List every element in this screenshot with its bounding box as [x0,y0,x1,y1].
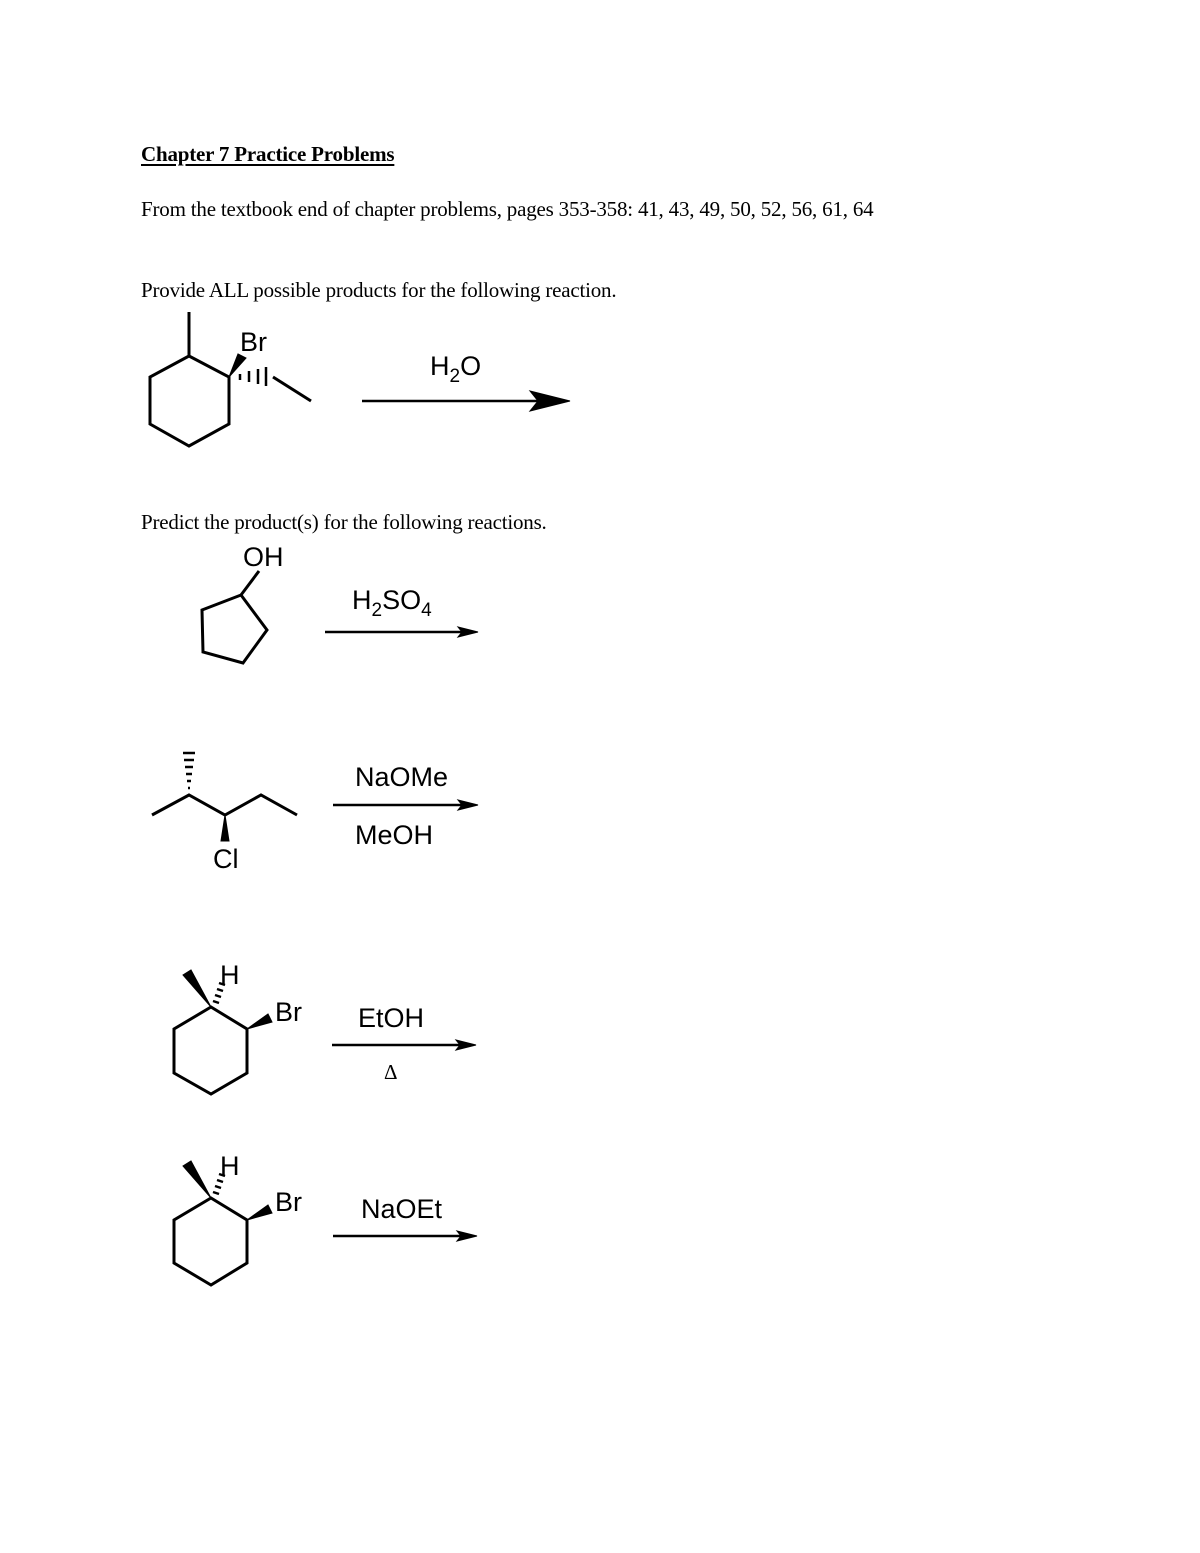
hydrogen-label: H [220,960,240,990]
chlorine-label: Cl [213,844,239,874]
hydroxyl-label: OH [243,542,284,572]
reagent-water: $H_2O$ [430,351,482,387]
ethyl-bond [273,377,311,401]
reaction-3 [152,753,478,874]
bromine-label: Br [275,997,302,1027]
reaction-5 [174,1151,477,1285]
reaction-1-substrate [150,312,311,446]
wedge-bond-br [229,354,246,377]
reagent-sulfuric-acid: $H_2SO_4$ [352,585,432,621]
wedge-bond-br [247,1205,272,1220]
wedge-bond-methyl [183,970,211,1007]
cyclopentane-ring [202,595,267,663]
reaction-2 [202,542,478,663]
hydrogen-label: H [220,1151,240,1181]
reaction-1-arrow [362,391,570,411]
hash-bond-methyl [183,753,195,788]
reaction-4 [174,960,476,1094]
cyclohexane-ring [174,1007,247,1094]
reaction-3-arrow [333,800,478,810]
instruction-predict: Predict the product(s) for the following reactions. [141,510,547,534]
heat-symbol: Δ [384,1060,398,1084]
reaction-3-substrate [152,753,297,874]
wedge-bond-methyl [183,1161,211,1198]
cyclohexane-ring [150,356,229,446]
bromine-label: Br [275,1187,302,1217]
assignment-text: From the textbook end of chapter problems, pages 353-358: 41, 43, 49, 50, 52, 56, 61, 64 [141,197,874,221]
solvent-ethanol: EtOH [358,1003,425,1033]
reaction-5-arrow [333,1231,477,1241]
reagent-sodium-ethoxide: NaOEt [361,1194,443,1224]
wedge-bond-cl [221,815,229,841]
solvent-methanol: MeOH [355,820,434,850]
reaction-4-arrow [332,1040,476,1050]
reaction-2-substrate [202,542,284,663]
hash-bond-ethyl [240,367,266,386]
page-title: Chapter 7 Practice Problems [141,142,395,166]
hydroxyl-bond [241,571,259,595]
reaction-4-substrate [174,960,302,1094]
reaction-5-substrate [174,1151,302,1285]
carbon-chain [152,795,297,815]
reagent-sodium-methoxide: NaOMe [355,762,449,792]
instruction-all-products: Provide ALL possible products for the following reaction. [141,278,617,302]
wedge-bond-br [247,1014,272,1029]
cyclohexane-ring [174,1198,247,1285]
reaction-1 [150,312,570,446]
reaction-2-arrow [325,627,478,637]
bromine-label: Br [240,327,267,357]
